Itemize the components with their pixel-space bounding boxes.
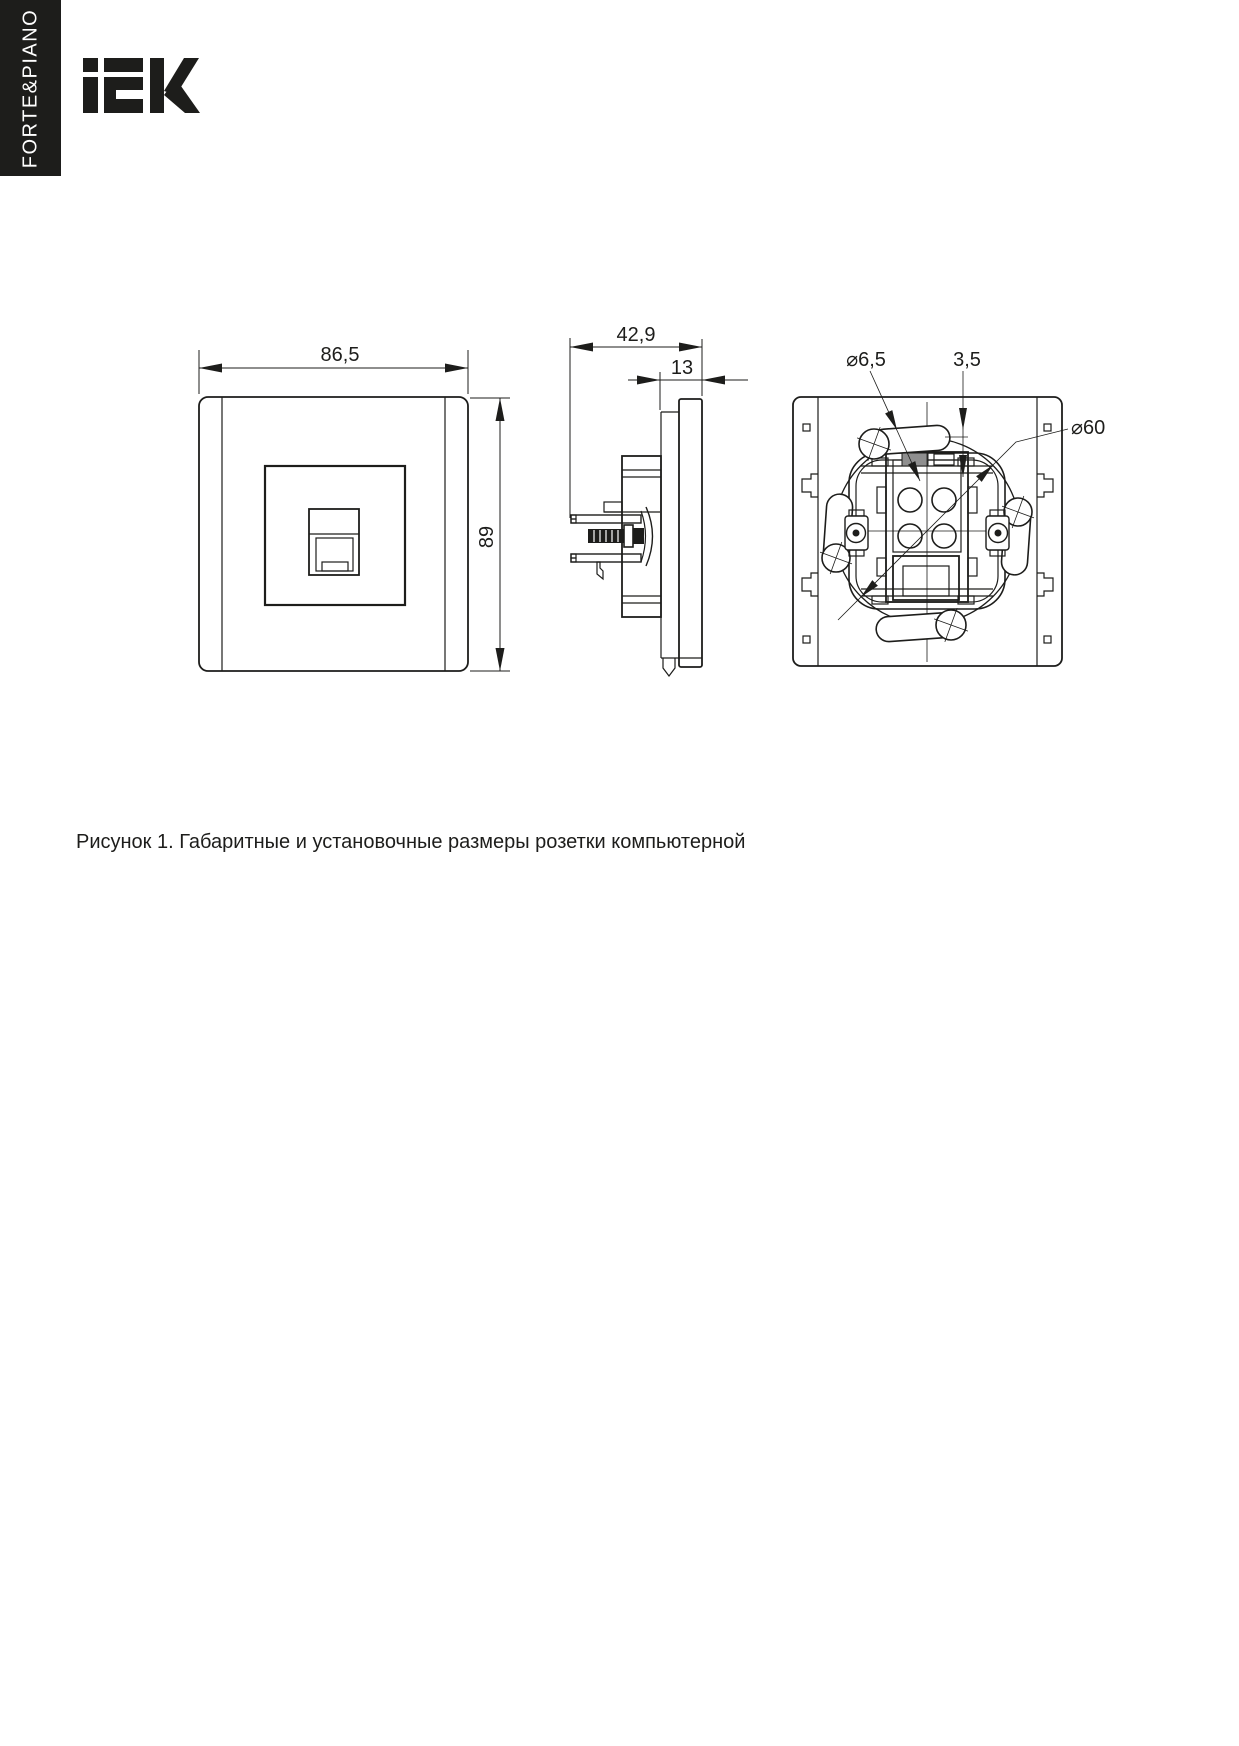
logo-letter-e <box>104 58 143 113</box>
brand-sidebar <box>0 0 61 176</box>
front-height-label: 89 <box>476 525 498 549</box>
iek-logo <box>82 57 202 115</box>
back-mounting-diameter-label: ⌀60 <box>1071 417 1106 439</box>
logo-letter-k <box>150 58 200 113</box>
side-total-depth-label: 42,9 <box>616 324 656 346</box>
back-view <box>793 349 1105 666</box>
back-slot-width-label: 3,5 <box>953 349 981 371</box>
claw-screw-right <box>986 510 1009 556</box>
figure-1-drawing <box>150 280 1130 700</box>
logo-letter-i <box>83 58 98 113</box>
claw-screw-left <box>845 510 868 556</box>
figure-caption: Рисунок 1. Габаритные и установочные размеры розетки компьютерной <box>76 831 746 853</box>
side-front-depth-label: 13 <box>670 357 694 379</box>
front-view <box>199 344 510 671</box>
front-width-label: 86,5 <box>320 344 360 366</box>
series-label: FORTE&PIANO <box>19 8 41 168</box>
side-view <box>570 324 748 676</box>
back-claw-hole-diameter-label: ⌀6,5 <box>846 349 886 371</box>
